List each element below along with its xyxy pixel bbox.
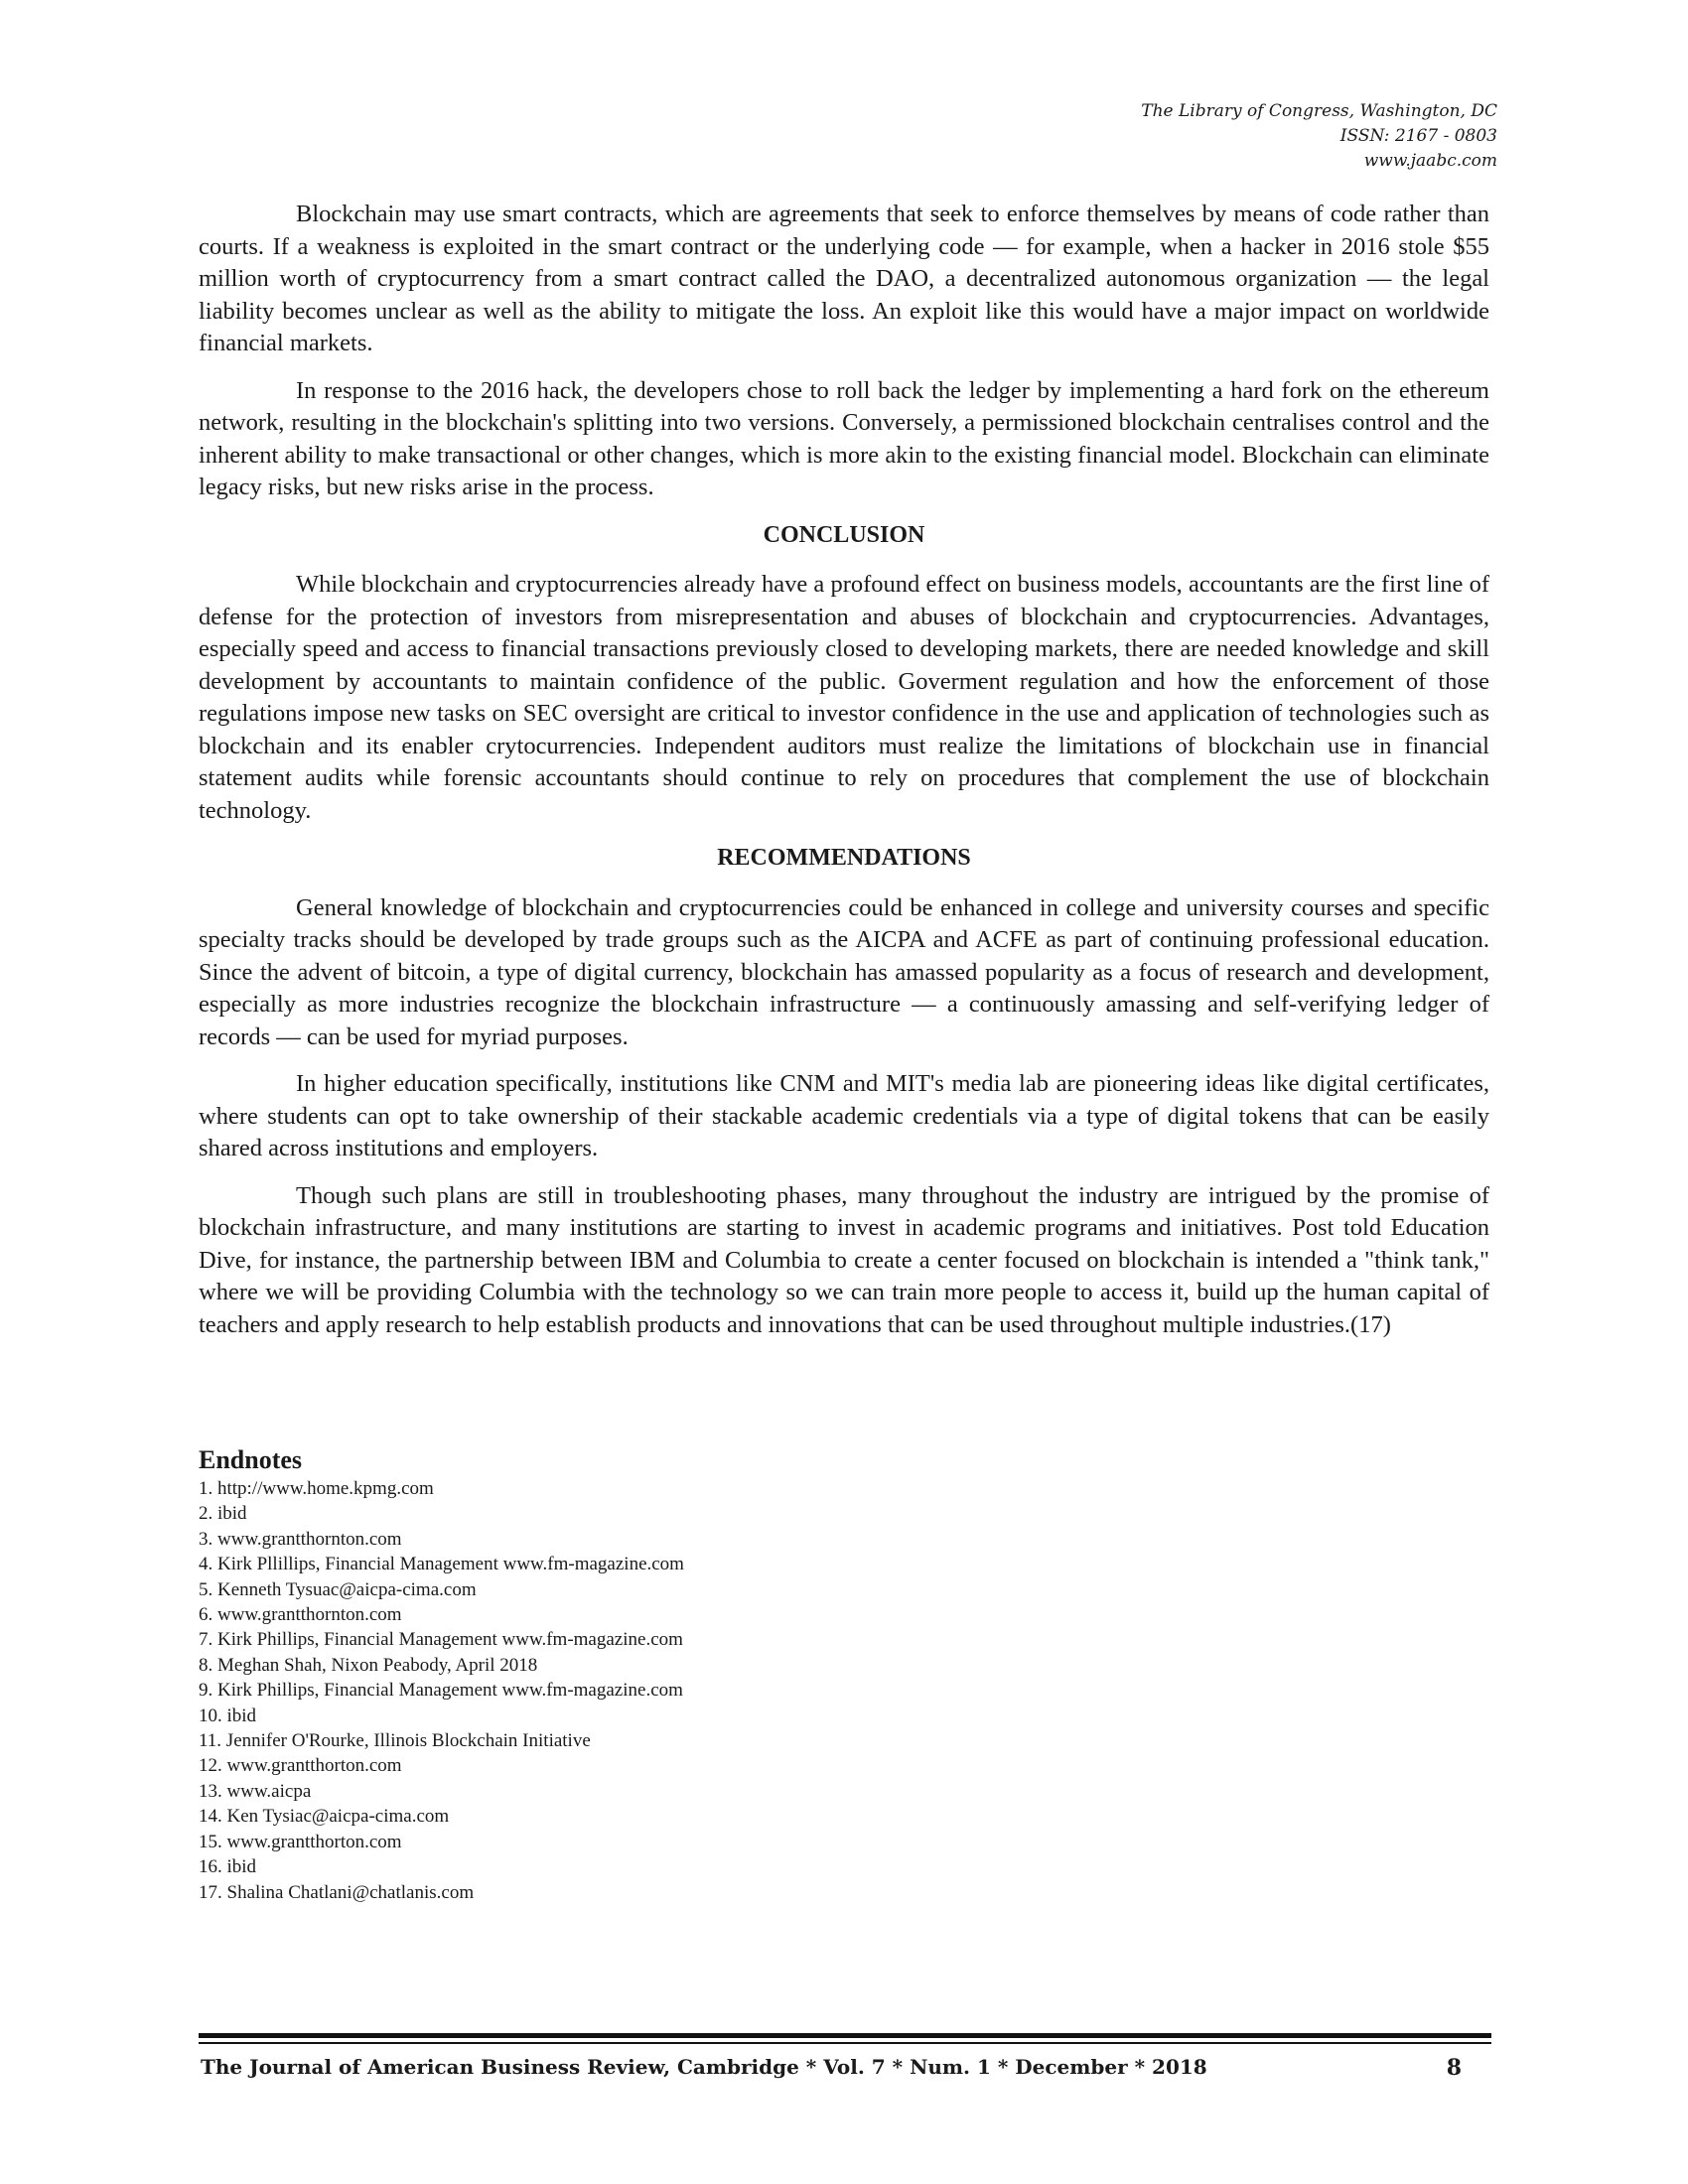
endnote-item: 4. Kirk Pllillips, Financial Management www.fm-magazine.com: [199, 1554, 684, 1575]
endnote-item: 11. Jennifer O'Rourke, Illinois Blockchain Initiative: [199, 1730, 591, 1752]
footer-divider-thick: [199, 2033, 1491, 2038]
paragraph-troubleshooting: Though such plans are still in troubleshooting phases, many throughout the industry are intrigued by the promise of blockchain infrastructure, and many institutions are starting to invest in academic programs and initiatives. Post told Education Dive, for instance, the partnership between IBM and Columbia to create a center focused on blockchain is intended a "think tank," where we will be providing Columbia with the technology so we can train more people to access it, build up the human capital of teachers and apply research to help establish products and innovations that can be used throughout multiple industries.(17): [199, 1181, 1489, 1338]
endnote-item: 16. ibid: [199, 1856, 257, 1878]
paragraph-higher-education: In higher education specifically, institutions like CNM and MIT's media lab are pioneering ideas like digital certificates, where students can opt to take ownership of their stackable academic credentials via a type of digital tokens that can be easily shared across institutions and employers.: [199, 1070, 1489, 1161]
paragraph-smart-contracts: Blockchain may use smart contracts, which are agreements that seek to enforce themselves by means of code rather than courts. If a weakness is exploited in the smart contract or the underlying code — for example, when a hacker in 2016 stole $55 million worth of cryptocurrency from a smart contract called the DAO, a decentralized autonomous organization — the legal liability becomes unclear as well as the ability to mitigate the loss. An exploit like this would have a major impact on worldwide financial markets.: [199, 201, 1489, 356]
endnote-item: 2. ibid: [199, 1503, 247, 1525]
endnotes-list: [199, 1476, 1489, 1905]
endnote-item: 17. Shalina Chatlani@chatlanis.com: [199, 1881, 475, 1903]
footer-journal-citation: The Journal of American Business Review, Cambridge * Vol. 7 * Num. 1 * December * 2018: [201, 2055, 1207, 2079]
running-header: [1141, 99, 1497, 174]
paragraph-general-knowledge: General knowledge of blockchain and cryptocurrencies could be enhanced in college and university courses and specific specialty tracks should be developed by trade groups such as the AICPA and ACFE as part of continuing professional education. Since the advent of bitcoin, a type of digital currency, blockchain has amassed popularity as a focus of research and development, especially as more industries recognize the blockchain infrastructure — a continuously amassing and self-verifying ledger of records — can be used for myriad purposes.: [199, 893, 1489, 1050]
endnote-item: 15. www.grantthorton.com: [199, 1831, 402, 1852]
endnotes-title: Endnotes: [199, 1445, 303, 1474]
endnote-item: 1. http://www.home.kpmg.com: [199, 1478, 434, 1499]
endnote-item: 9. Kirk Phillips, Financial Management www.fm-magazine.com: [199, 1680, 683, 1702]
paragraph-conclusion: While blockchain and cryptocurrencies already have a profound effect on business models, accountants are the first line of defense for the protection of investors from misrepresentation and abuses of blockchain and cryptocurrencies. Advantages, especially speed and access to financial transactions previously closed to developing markets, there are needed knowledge and skill development by accountants to maintain confidence of the public. Goverment regulation and how the enforcement of those regulations impose new tasks on SEC oversight are critical to investor confidence in the use and application of technologies such as blockchain and its enabler crytocurrencies. Independent auditors must realize the limitations of blockchain use in financial statement audits while forensic accountants should continue to rely on procedures that complement the use of blockchain technology.: [199, 571, 1489, 824]
header-website-line: www.jaabc.com: [1363, 151, 1497, 171]
endnote-item: 8. Meghan Shah, Nixon Peabody, April 2018: [199, 1654, 538, 1676]
endnote-item: 5. Kenneth Tysuac@aicpa-cima.com: [199, 1578, 477, 1600]
footer-divider-thin: [199, 2042, 1491, 2044]
section-heading-conclusion: CONCLUSION: [763, 521, 925, 548]
section-heading-recommendations: RECOMMENDATIONS: [717, 845, 971, 871]
endnote-item: 10. ibid: [199, 1705, 257, 1726]
endnote-item: 3. www.grantthornton.com: [199, 1528, 402, 1550]
endnote-item: 12. www.grantthorton.com: [199, 1755, 402, 1777]
page-number: 8: [1446, 2055, 1462, 2081]
article-body: [199, 199, 1489, 1356]
header-library-line: The Library of Congress, Washington, DC: [1141, 101, 1497, 121]
endnote-item: 13. www.aicpa: [199, 1780, 312, 1802]
header-issn-line: ISSN: 2167 - 0803: [1339, 126, 1497, 146]
paragraph-hard-fork: In response to the 2016 hack, the developers chose to roll back the ledger by implementing a hard fork on the ethereum network, resulting in the blockchain's splitting into two versions. Conversely, a permissioned blockchain centralises control and the inherent ability to make transactional or other changes, which is more akin to the existing financial model. Blockchain can eliminate legacy risks, but new risks arise in the process.: [199, 376, 1489, 500]
endnote-item: 14. Ken Tysiac@aicpa-cima.com: [199, 1806, 450, 1828]
endnote-item: 7. Kirk Phillips, Financial Management www.fm-magazine.com: [199, 1629, 683, 1651]
endnotes-section: [199, 1444, 1489, 1905]
endnote-item: 6. www.grantthornton.com: [199, 1604, 402, 1626]
